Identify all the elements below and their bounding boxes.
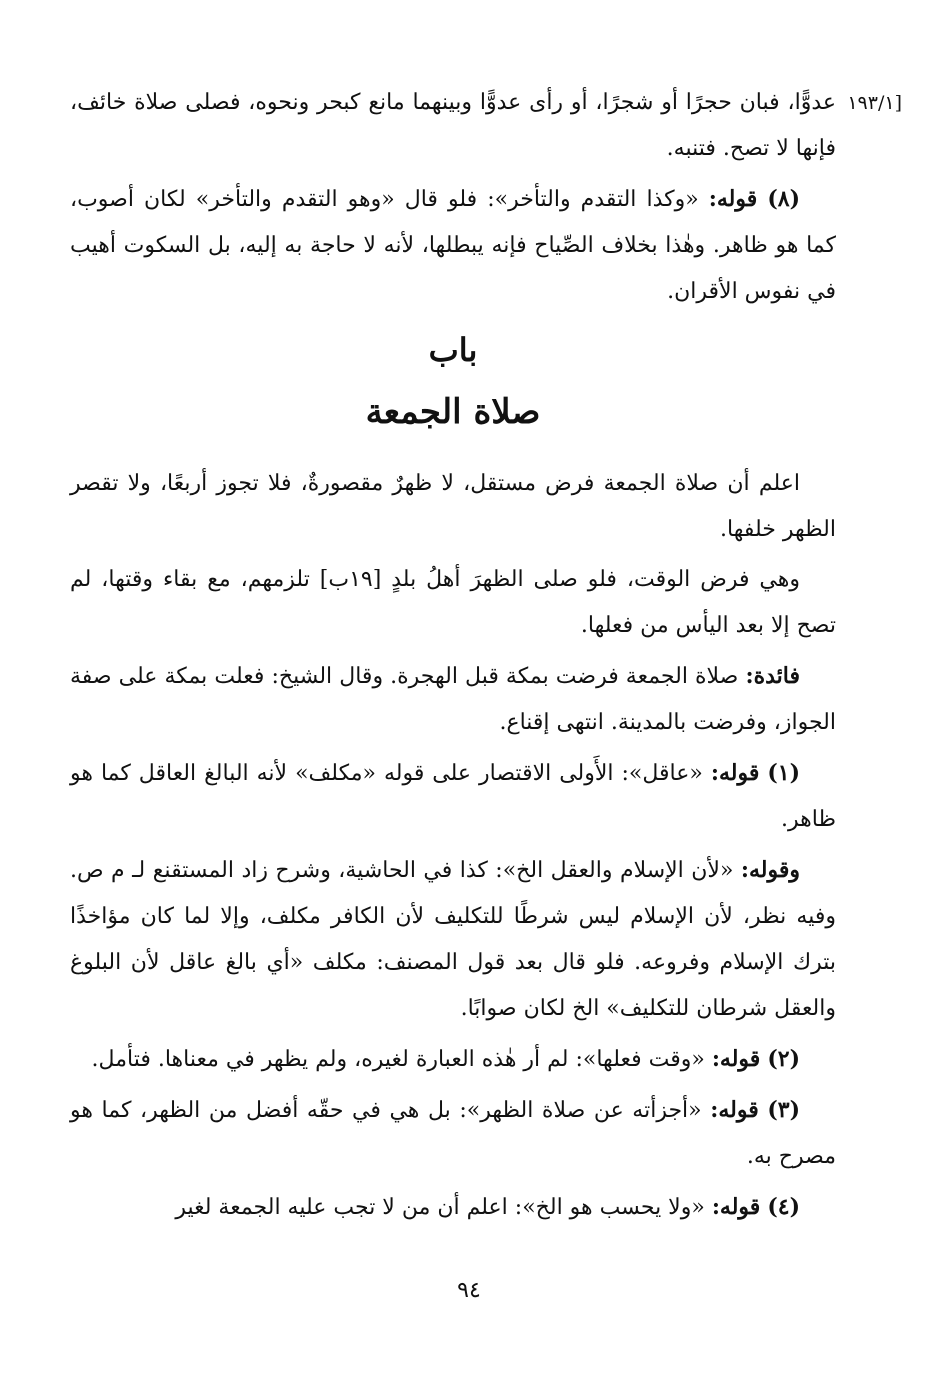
note-2-number: (٢) — [767, 1046, 800, 1072]
note-2-paragraph — [70, 1036, 836, 1083]
paragraph-text: وهي فرض الوقت، فلو صلى الظهرَ أهلُ بلدٍ [١٩ب] تلزمهم، مع بقاء وقتها، لم تصح إلا بعد اليأس من فعلها. — [70, 567, 836, 638]
note-2-text: «وقت فعلها»: لم أر هٰذه العبارة لغيره، ولم يظهر في معناها. فتأمل. — [91, 1047, 705, 1072]
page-number: ٩٤ — [457, 1278, 481, 1303]
intro-text: عدوًّا، فبان حجرًا أو شجرًا، أو رأى عدوًّا وبينهما مانع كبحر ونحوه، فصلى صلاة خائف، فإنها لا تصح. فتنبه. — [70, 90, 836, 161]
note-4-number: (٤) — [767, 1194, 800, 1220]
chapter-title: صلاة الجمعة — [365, 392, 541, 432]
note-8-number: (٨) — [767, 186, 800, 212]
note-1-label: قوله: — [710, 760, 760, 786]
paragraph-text: صلاة الجمعة فرضت بمكة قبل الهجرة. وقال الشيخ: فعلت بمكة على صفة الجواز، وفرضت بالمدينة. انتهى إقناع. — [70, 664, 836, 735]
note-8-paragraph — [70, 176, 836, 315]
note-4-text: «ولا يحسب هو الخ»: اعلم أن من لا تجب عليه الجمعة لغير — [175, 1195, 705, 1220]
note-1-paragraph — [70, 750, 836, 843]
note-3-number: (٣) — [767, 1097, 801, 1123]
benefit-label: فائدة: — [745, 663, 800, 689]
note-1b-text: «لأن الإسلام والعقل الخ»: كذا في الحاشية، وشرح زاد المستقنع لـ م ص. وفيه نظر، لأن الإسلام ليس شرطًا للتكليف لأن الكافر مكلف، وإلا لما كان مؤاخذًا بترك الإسلام وفروعه. فلو قال بعد قول المصنف: مكلف «أي بالغ عاقل لأن البلوغ والعقل شرطان للتكليف» الخ لكان صوابًا. — [70, 858, 836, 1021]
note-1-number: (١) — [767, 760, 801, 786]
note-3-text: «أجزأته عن صلاة الظهر»: بل هي في حقّه أفضل من الظهر، كما هو مصرح به. — [70, 1098, 836, 1169]
note-1-text: «عاقل»: الأَولى الاقتصار على قوله «مكلف» لأنه البالغ العاقل كما هو ظاهر. — [70, 761, 836, 832]
note-4-paragraph — [70, 1184, 836, 1231]
page-body — [70, 80, 902, 1380]
intro-paragraph — [70, 80, 836, 172]
note-2-label: قوله: — [711, 1046, 761, 1072]
note-3-paragraph — [70, 1087, 836, 1180]
note-8-text: «وكذا التقدم والتأخر»: فلو قال «وهو التقدم والتأخر» لكان أصوب، كما هو ظاهر. وهٰذا بخلاف الصِّياح فإنه يبطلها، لأنه لا حاجة به إليه، بل السكوت أهيب في نفوس الأقران. — [70, 187, 836, 304]
note-4-label: قوله: — [711, 1194, 761, 1220]
paragraph-friday-obligation — [70, 461, 836, 553]
note-8-label: قوله: — [708, 186, 758, 212]
note-3-label: قوله: — [710, 1097, 759, 1123]
margin-reference: [١٩٣/١ — [847, 92, 902, 114]
chapter-heading: باب — [428, 331, 478, 369]
paragraph-time-obligation — [70, 557, 836, 649]
note-1b-paragraph — [70, 847, 836, 1032]
paragraph-benefit — [70, 653, 836, 746]
paragraph-text: اعلم أن صلاة الجمعة فرض مستقل، لا ظهرٌ مقصورةٌ، فلا تجوز أربعًا، ولا تقصر الظهر خلفها. — [70, 471, 836, 542]
note-1b-label: وقوله: — [740, 857, 800, 883]
